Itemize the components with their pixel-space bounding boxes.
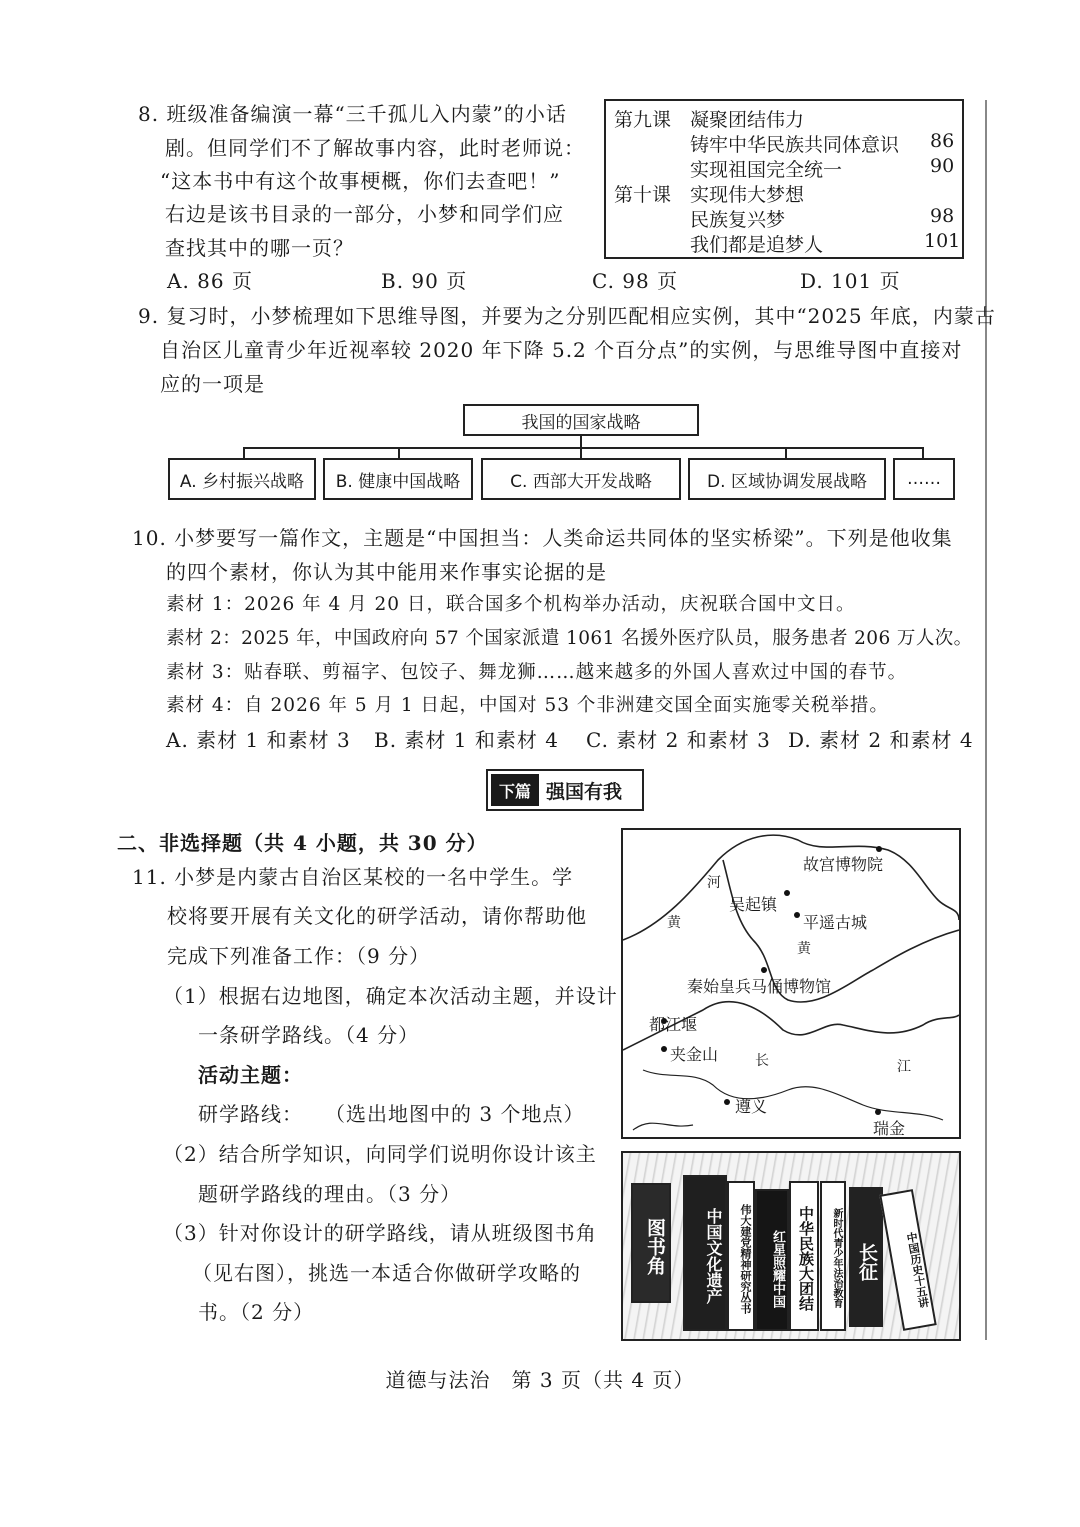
q11-line: 11. 小梦是内蒙古自治区某校的一名中学生。学 [132,865,574,889]
toc-lesson9-number: 第九课 [614,109,672,131]
mind-map-node-d: D. 区域协调发展战略 [688,458,886,500]
toc-lesson9-title: 凝聚团结伟力 [690,109,805,131]
map-river-label: 黄 [667,915,681,931]
toc-page: 86 [930,130,955,152]
q11-line: （2）结合所学知识，向同学们说明你设计该主 [163,1142,597,1166]
q8-line: 查找其中的哪一页？ [165,236,354,260]
map-river-label: 江 [897,1059,911,1075]
q11-line: 一条研学路线。（4 分） [198,1023,420,1047]
q11-line: （见右图），挑选一本适合你做研学攻略的 [192,1261,581,1285]
q8-line: 8. 班级准备编演一幕“三千孤儿入内蒙”的小话 [138,102,567,126]
book-spine: 中华民族大团结 [789,1181,819,1331]
section-heading: 二、非选择题（共 4 小题，共 30 分） [117,831,488,855]
map-label-dujiangyan: 都江堰 [649,1015,698,1034]
q10-option-d: D. 素材 2 和素材 4 [788,728,974,752]
book-spine: 中国文化遗产 [683,1175,727,1331]
map-river-label: 黄 [797,941,811,957]
q8-line: 剧。但同学们不了解故事内容，此时老师说： [165,136,585,160]
q8-option-c: C. 98 页 [592,269,679,293]
q10-material: 素材 3：贴春联、剪福字、包饺子、舞龙狮……越来越多的外国人喜欢过中国的春节。 [166,662,908,683]
map-river-label: 长 [755,1053,769,1069]
q11-line: 完成下列准备工作：（9 分） [167,944,431,968]
map-label-wuqi: 吴起镇 [729,895,778,914]
mind-map-root: 我国的国家战略 [463,404,699,436]
map-label-qinshihuang: 秦始皇兵马俑博物馆 [687,977,832,996]
q10-material: 素材 2：2025 年，中国政府向 57 个国家派遣 1061 名援外医疗队员，服务患者 206 万人次。 [166,628,973,649]
q11-line: （1）根据右边地图，确定本次活动主题，并设计 [163,984,618,1008]
activity-theme-label: 活动主题： [198,1063,303,1087]
mind-map-node-c: C. 西部大开发战略 [481,458,681,500]
banner-title: 强国有我 [546,781,623,803]
mind-map-node-a: A. 乡村振兴战略 [168,458,316,500]
map-figure [621,828,961,1139]
toc-item: 铸牢中华民族共同体意识 [690,134,900,156]
toc-page: 90 [930,155,955,177]
map-label-zunyi: 遵义 [735,1097,768,1116]
q10-option-b: B. 素材 1 和素材 4 [374,728,559,752]
study-route-label: 研学路线： （选出地图中的 3 个地点） [198,1102,585,1126]
mind-map-node-b: B. 健康中国战略 [323,458,473,500]
toc-item: 实现祖国完全统一 [690,159,843,181]
banner-tag: 下篇 [491,774,539,806]
q8-line: 右边是该书目录的一部分，小梦和同学们应 [165,202,564,226]
section-banner [486,769,644,811]
q9-line: 自治区儿童青少年近视率较 2020 年下降 5.2 个百分点”的实例，与思维导图中直接对 [160,338,963,362]
map-label-pingyao: 平遥古城 [803,913,868,932]
q10-line: 10. 小梦要写一篇作文，主题是“中国担当：人类命运共同体的坚实桥梁”。下列是他收集 [132,526,953,550]
q11-line: 题研学路线的理由。（3 分） [198,1182,462,1206]
q9-line: 应的一项是 [160,372,265,396]
q8-option-a: A. 86 页 [167,269,253,293]
book-spine: 中国历史十五讲 [879,1189,936,1331]
q11-line: 书。（2 分） [198,1300,315,1324]
q8-option-d: D. 101 页 [800,269,901,293]
q10-option-c: C. 素材 2 和素材 3 [586,728,771,752]
q10-line: 的四个素材，你认为其中能用来作事实论据的是 [166,560,607,584]
margin-rule [985,100,987,1340]
toc-page: 98 [930,205,955,227]
book-corner-label: 图书角 [631,1183,671,1303]
table-of-contents [604,99,964,259]
q10-material: 素材 4：自 2026 年 5 月 1 日起，中国对 53 个非洲建交国全面实施零关税举措。 [166,695,889,716]
toc-item: 民族复兴梦 [690,209,786,231]
q10-option-a: A. 素材 1 和素材 3 [166,728,351,752]
q9-line: 9. 复习时，小梦梳理如下思维导图，并要为之分别匹配相应实例，其中“2025 年底，内蒙古 [138,304,996,328]
q11-line: 校将要开展有关文化的研学活动，请你帮助他 [167,904,587,928]
book-corner-figure [621,1151,961,1341]
mind-map-node-more: …… [893,458,955,500]
toc-page: 101 [924,230,961,252]
q11-line: （3）针对你设计的研学路线，请从班级图书角 [163,1221,597,1245]
map-label-gugong: 故宫博物院 [803,855,884,874]
q10-material: 素材 1：2026 年 4 月 20 日，联合国多个机构举办活动，庆祝联合国中文日。 [166,594,856,615]
book-spine: 新时代青少年法治教育 [820,1181,846,1331]
q8-option-b: B. 90 页 [381,269,468,293]
toc-lesson10-number: 第十课 [614,184,672,206]
map-label-ruijin: 瑞金 [873,1119,906,1138]
q8-line: “这本书中有这个故事梗概，你们去查吧！” [160,169,561,193]
toc-lesson10-title: 实现伟大梦想 [690,184,805,206]
book-spine: 伟大建党精神研究丛书 [727,1181,755,1331]
map-river-label: 河 [707,875,721,891]
toc-item: 我们都是追梦人 [690,234,824,256]
book-spine: 长征 [849,1187,883,1327]
book-spine: 红星照耀中国 [755,1189,789,1331]
map-label-jiajinshan: 夹金山 [670,1045,719,1064]
page-footer: 道德与法治 第 3 页（共 4 页） [385,1368,695,1392]
